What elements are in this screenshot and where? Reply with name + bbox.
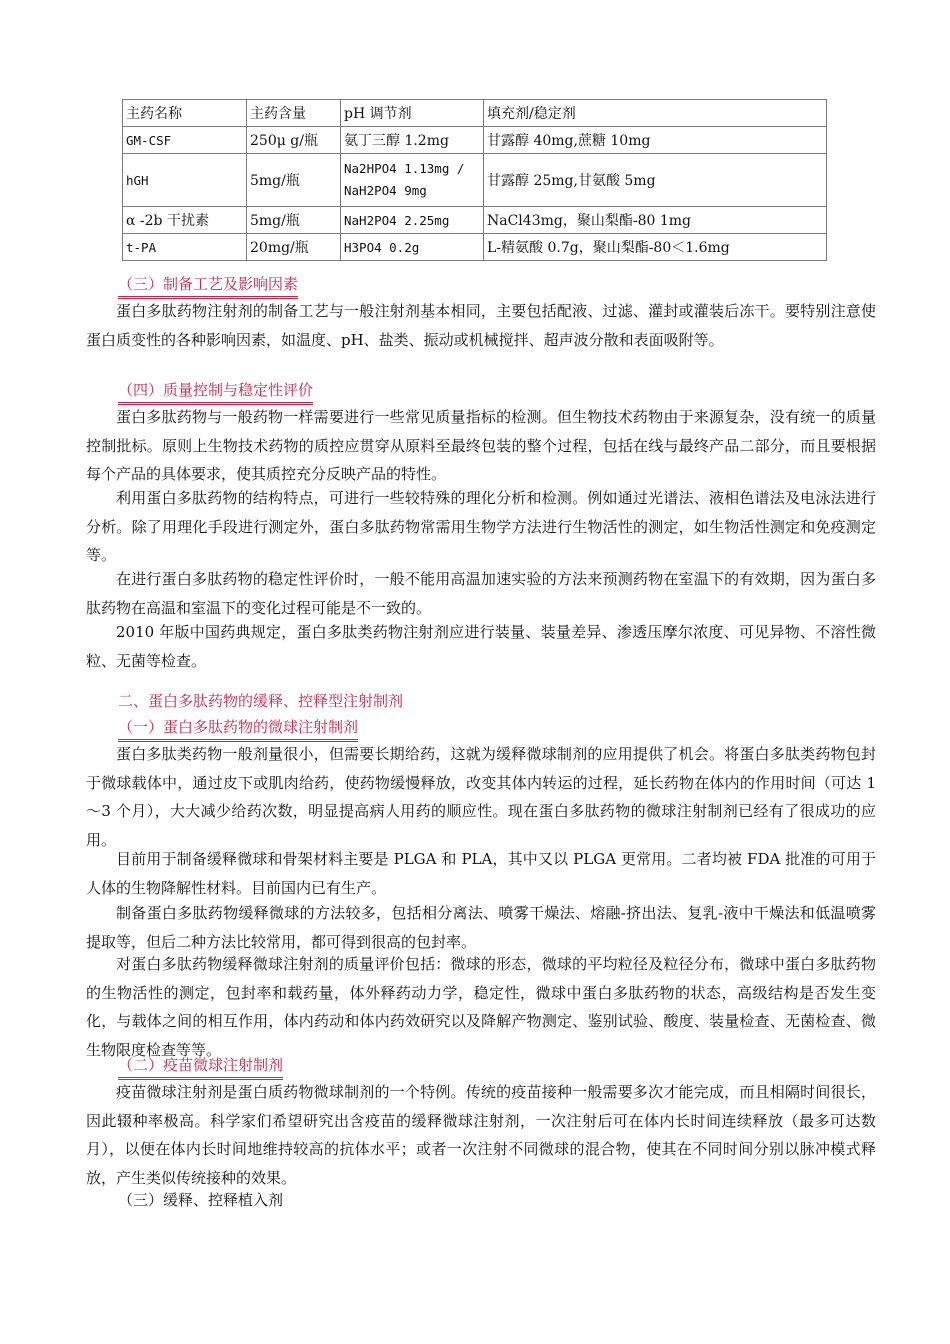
- table-row: [123, 127, 827, 154]
- table-row: [123, 154, 827, 207]
- part-heading: 二、蛋白多肽药物的缓释、控释型注射制剂: [118, 692, 404, 710]
- table-cell: GM-CSF: [123, 127, 247, 154]
- table-cell: H3PO4 0.2g: [341, 234, 484, 261]
- section-heading: （二）疫苗微球注射制剂: [118, 1053, 283, 1080]
- table-cell: 5mg/瓶: [247, 207, 341, 234]
- table-cell: 甘露醇 40mg,蔗糖 10mg: [484, 127, 827, 154]
- paragraph: 蛋白多肽药物注射剂的制备工艺与一般注射剂基本相同，主要包括配液、过滤、灌封或灌装后冻干。要特别注意使蛋白质变性的各种影响因素，如温度、pH、盐类、振动或机械搅拌、超声波分散和表面吸附等。: [86, 302, 876, 349]
- table-header-row: [123, 100, 827, 127]
- paragraph: 疫苗微球注射剂是蛋白质药物微球制剂的一个特例。传统的疫苗接种一般需要多次才能完成，而且相隔时间很长，因此辍种率极高。科学家们希望研究出含疫苗的缓释微球注射剂，一次注射后可在体内长时间连续释放（最多可达数月），以便在体内长时间地维持较高的抗体水平；或者一次注射不同微球的混合物，使其在不同时间分别以脉冲模式释放，产生类似传统接种的效果。: [86, 1083, 876, 1187]
- table-cell: 20mg/瓶: [247, 234, 341, 261]
- table-cell: hGH: [123, 154, 247, 207]
- table-header-cell: 主药名称: [123, 100, 247, 127]
- table-cell: 甘露醇 25mg,甘氨酸 5mg: [484, 154, 827, 207]
- table-header-cell: pH 调节剂: [341, 100, 484, 127]
- table-header-cell: 填充剂/稳定剂: [484, 100, 827, 127]
- table-cell: NaH2PO4 2.25mg: [341, 207, 484, 234]
- paragraph: 蛋白多肽类药物一般剂量很小，但需要长期给药，这就为缓释微球制剂的应用提供了机会。将蛋白多肽类药物包封于微球载体中，通过皮下或肌肉给药，使药物缓慢释放，改变其体内转运的过程，延长药物在体内的作用时间（可达 1～3 个月），大大减少给药次数，明显提高病人用药的顺应性。现在蛋白多肽药物的微球注射制剂已经有了很成功的应用。: [86, 745, 876, 849]
- paragraph: 目前用于制备缓释微球和骨架材料主要是 PLGA 和 PLA，其中又以 PLGA 更常用。二者均被 FDA 批准的可用于人体的生物降解性材料。目前国内已有生产。: [86, 850, 876, 897]
- paragraph: 制备蛋白多肽药物缓释微球的方法较多，包括相分离法、喷雾干燥法、熔融-挤出法、复乳-液中干燥法和低温喷雾提取等，但后二种方法比较常用，都可得到很高的包封率。: [86, 904, 876, 951]
- paragraph: 蛋白多肽药物与一般药物一样需要进行一些常见质量指标的检测。但生物技术药物由于来源复杂，没有统一的质量控制批标。原则上生物技术药物的质控应贯穿从原料至最终包装的整个过程，包括在线与最终产品二部分，而且要根据每个产品的具体要求，使其质控充分反映产品的特性。: [86, 408, 876, 483]
- table-cell: 氨丁三醇 1.2mg: [341, 127, 484, 154]
- table-cell: NaCl43mg，聚山梨酯-80 1mg: [484, 207, 827, 234]
- section-heading: （三）制备工艺及影响因素: [118, 272, 298, 299]
- table-row: [123, 234, 827, 261]
- table-cell: 5mg/瓶: [247, 154, 341, 207]
- table-row: [123, 207, 827, 234]
- formulation-table: [122, 99, 827, 261]
- table-cell: Na2HPO4 1.13mg / NaH2PO4 9mg: [341, 154, 484, 207]
- paragraph: 在进行蛋白多肽药物的稳定性评价时，一般不能用高温加速实验的方法来预测药物在室温下的有效期，因为蛋白多肽药物在高温和室温下的变化过程可能是不一致的。: [86, 570, 876, 617]
- table-cell: L-精氨酸 0.7g，聚山梨酯-80＜1.6mg: [484, 234, 827, 261]
- paragraph: 2010 年版中国药典规定，蛋白多肽类药物注射剂应进行装量、装量差异、渗透压摩尔浓度、可见异物、不溶性微粒、无菌等检查。: [86, 623, 876, 670]
- section-heading: （四）质量控制与稳定性评价: [118, 378, 313, 405]
- table-cell: 250μ g/瓶: [247, 127, 341, 154]
- table-cell: t-PA: [123, 234, 247, 261]
- paragraph: 对蛋白多肽药物缓释微球注射剂的质量评价包括：微球的形态，微球的平均粒径及粒径分布，微球中蛋白多肽药物的生物活性的测定，包封率和载药量，体外释药动力学，稳定性，微球中蛋白多肽药物的状态，高级结构是否发生变化，与载体之间的相互作用，体内药动和体内药效研究以及降解产物测定、鉴别试验、酸度、装量检查、无菌检查、微生物限度检查等等。: [86, 955, 876, 1059]
- paragraph: 利用蛋白多肽药物的结构特点，可进行一些较特殊的理化分析和检测。例如通过光谱法、液相色谱法及电泳法进行分析。除了用理化手段进行测定外，蛋白多肽药物常需用生物学方法进行生物活性的测定，如生物活性测定和免疫测定等。: [86, 489, 876, 564]
- table-cell: α -2b 干扰素: [123, 207, 247, 234]
- section-heading: （一）蛋白多肽药物的微球注射制剂: [118, 715, 358, 742]
- section-heading: （三）缓释、控释植入剂: [118, 1191, 284, 1209]
- table-header-cell: 主药含量: [247, 100, 341, 127]
